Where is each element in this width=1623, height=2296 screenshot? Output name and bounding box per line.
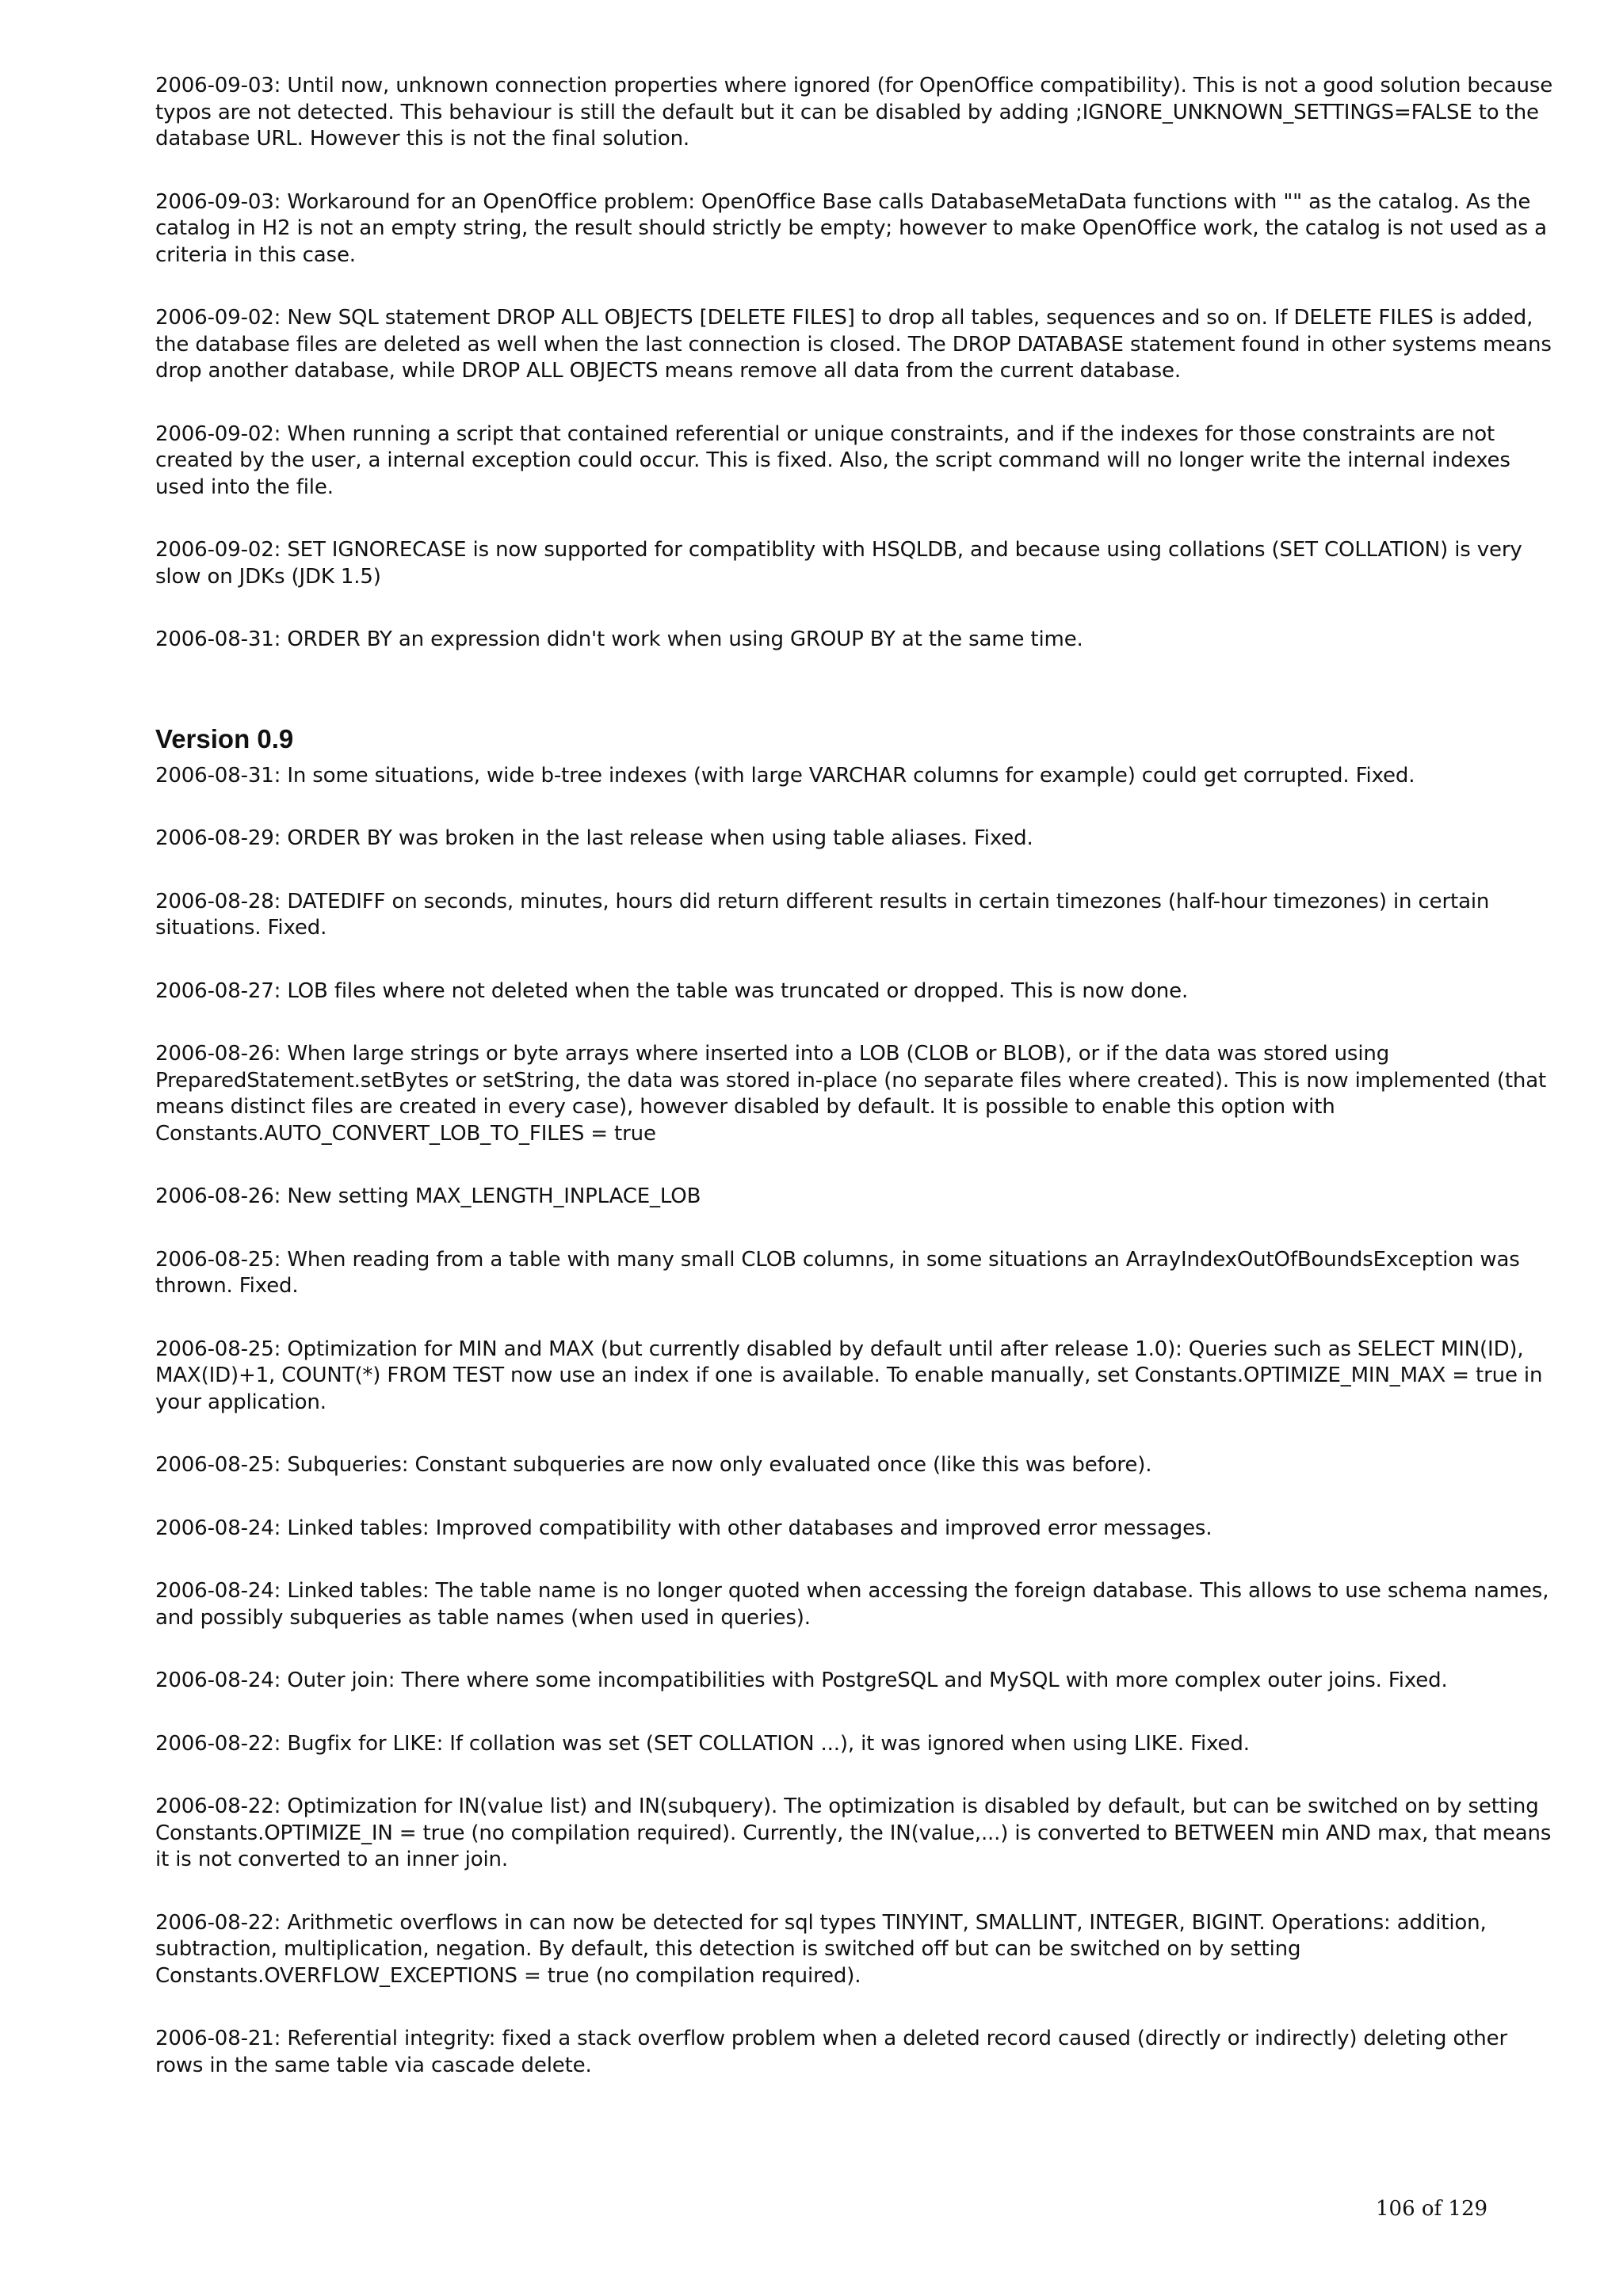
document-page [155,73,1558,2115]
changelog-entry: 2006-09-03: Until now, unknown connection properties where ignored (for OpenOffice compatibility). This is not a good solution because typos are not detected. This behaviour is still the default but it can be disabled by adding ;IGNORE_UNKNOWN_SETTINGS=FALSE to the database URL. However this is not the final solution. [155,74,1553,151]
changelog-entry: 2006-09-02: When running a script that contained referential or unique constraints, and if the indexes for those constraints are not created by the user, a internal exception could occur. This is fixed. Also, the script command will no longer write the internal indexes used into the file. [155,421,1510,499]
changelog-entry: 2006-08-31: In some situations, wide b-tree indexes (with large VARCHAR columns for example) could get corrupted. Fixed. [155,763,1415,788]
changelog-entry: 2006-08-26: New setting MAX_LENGTH_INPLACE_LOB [155,1184,701,1208]
changelog-entry: 2006-08-31: ORDER BY an expression didn't work when using GROUP BY at the same time. [155,627,1083,651]
version-heading: Version 0.9 [155,723,294,753]
page-number: 106 of 129 [1376,2197,1488,2221]
changelog-entry: 2006-08-27: LOB files where not deleted when the table was truncated or dropped. This is now done. [155,978,1189,1003]
changelog-entry: 2006-08-25: When reading from a table with many small CLOB columns, in some situations an ArrayIndexOutOfBoundsException was thrown. Fixed. [155,1247,1520,1298]
changelog-entry: 2006-08-24: Outer join: There where some incompatibilities with PostgreSQL and MySQL with more complex outer joins. Fixed. [155,1669,1448,1692]
changelog-entry: 2006-09-02: SET IGNORECASE is now supported for compatiblity with HSQLDB, and because using collations (SET COLLATION) is very slow on JDKs (JDK 1.5) [155,538,1522,589]
changelog-entry: 2006-09-02: New SQL statement DROP ALL OBJECTS [DELETE FILES] to drop all tables, sequences and so on. If DELETE FILES is added, the database files are deleted as well when the last connection is closed. The DROP DATABASE statement found in other systems means drop another database, while DROP ALL OBJECTS means remove all data from the current database. [155,306,1552,383]
changelog-entry: 2006-08-29: ORDER BY was broken in the last release when using table aliases. Fixed. [155,826,1033,850]
changelog-entry: 2006-08-28: DATEDIFF on seconds, minutes, hours did return different results in certain timezones (half-hour timezones) in certain situations. Fixed. [155,889,1490,940]
changelog-entry: 2006-08-25: Subqueries: Constant subqueries are now only evaluated once (like this was before). [155,1453,1152,1477]
changelog-entry: 2006-08-22: Optimization for IN(value list) and IN(subquery). The optimization is disabled by default, but can be switched on by setting Constants.OPTIMIZE_IN = true (no compilation required). Currently, the IN(value,...) is converted to BETWEEN min AND max, that means it is not converted to an inner join. [155,1794,1552,1871]
changelog-entry: 2006-08-22: Arithmetic overflows in can now be detected for sql types TINYINT, SMALLINT, INTEGER, BIGINT. Operations: addition, subtraction, multiplication, negation. By default, this detection is switched off but can be switched on by setting Constants.OVERFLOW_EXCEPTIONS = true (no compilation required). [155,1910,1487,1988]
changelog-entry: 2006-08-22: Bugfix for LIKE: If collation was set (SET COLLATION ...), it was ignored when using LIKE. Fixed. [155,1731,1250,1756]
changelog-entry: 2006-08-24: Linked tables: The table name is no longer quoted when accessing the foreign database. This allows to use schema names, and possibly subqueries as table names (when used in queries). [155,1579,1549,1630]
changelog-entry: 2006-08-26: When large strings or byte arrays where inserted into a LOB (CLOB or BLOB), or if the data was stored using PreparedStatement.setBytes or setString, the data was stored in-place (no separate files where created). This is now implemented (that means distinct files are created in every case), however disabled by default. It is possible to enable this option with Constants.AUTO_CONVERT_LOB_TO_FILES = true [155,1042,1547,1146]
changelog-entry: 2006-09-03: Workaround for an OpenOffice problem: OpenOffice Base calls DatabaseMetaData functions with "" as the catalog. As the catalog in H2 is not an empty string, the result should strictly be empty; however to make OpenOffice work, the catalog is not used as a criteria in this case. [155,189,1547,267]
changelog-entry: 2006-08-24: Linked tables: Improved compatibility with other databases and improved error messages. [155,1516,1212,1540]
changelog-entry: 2006-08-25: Optimization for MIN and MAX (but currently disabled by default until after release 1.0): Queries such as SELECT MIN(ID), MAX(ID)+1, COUNT(*) FROM TEST now use an index if one is available. To enable manually, set Constants.OPTIMIZE_MIN_MAX = true in your application. [155,1337,1543,1414]
changelog-entry: 2006-08-21: Referential integrity: fixed a stack overflow problem when a deleted record caused (directly or indirectly) deleting other rows in the same table via cascade delete. [155,2027,1507,2077]
